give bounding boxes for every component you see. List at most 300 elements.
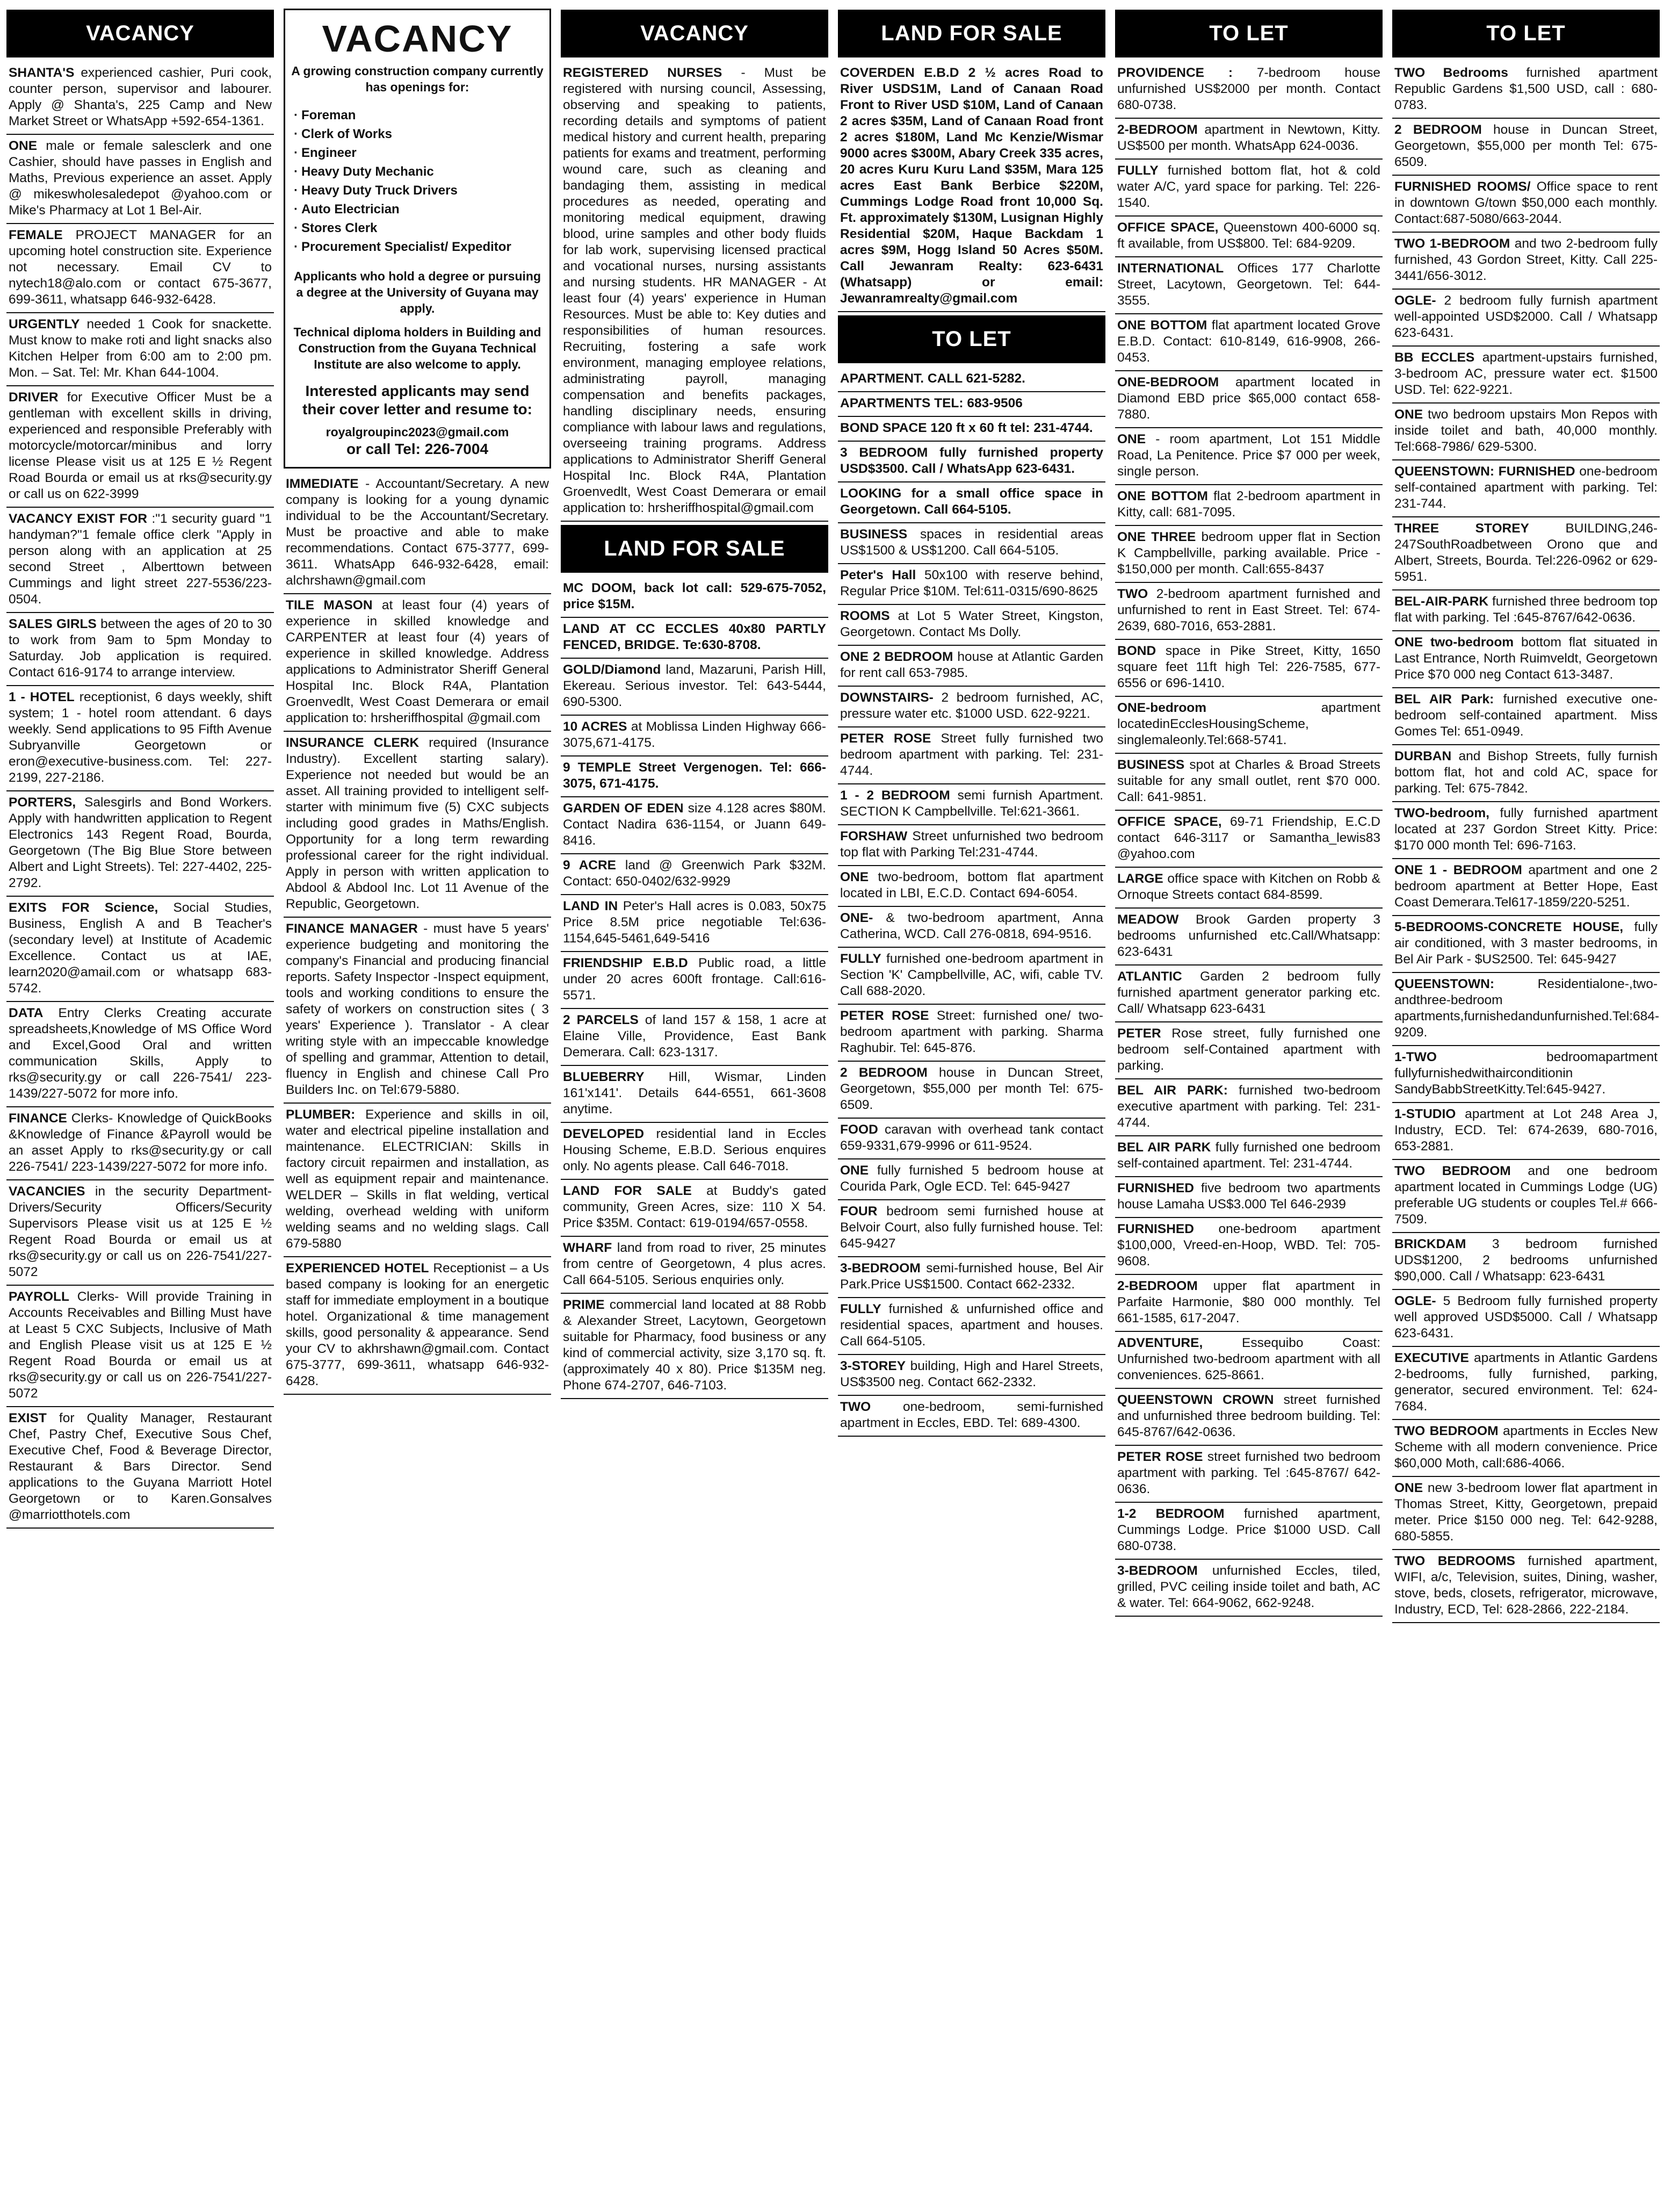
classified-ad: [1392, 631, 1660, 688]
ad-body: Garden 2 bedroom fully furnished apartment generator parking etc. Call/ Whatsapp 623-6431: [1117, 969, 1381, 1016]
ad-body: street furnished two bedroom apartment with parking. Tel :645-8767/ 642-0636.: [1117, 1450, 1380, 1496]
classified-ad: [1115, 1136, 1383, 1177]
ad-body: land, Mazaruni, Parish Hill, Ekereau. Serious investor. Tel: 643-5444, 690-5300.: [563, 662, 826, 709]
position-item: · Heavy Duty Truck Drivers: [294, 181, 544, 200]
classified-ad: [1392, 290, 1660, 347]
ad-body: Offices 177 Charlotte Street, Lacytown, Georgetown. Tel: 644-3555.: [1117, 261, 1380, 308]
ad-heading: ONE 2 BEDROOM: [840, 650, 953, 664]
ad-heading: SHANTA'S: [9, 66, 75, 80]
column-3: [561, 6, 828, 2206]
column-6: [1392, 6, 1660, 2206]
ad-heading: BEL AIR PARK:: [1117, 1083, 1228, 1098]
ad-heading: BUSINESS: [840, 527, 908, 542]
ad-heading: FOOD: [840, 1122, 878, 1137]
ad-heading: ONE: [840, 870, 869, 884]
ad-body: for Executive Officer Must be a gentleman with excellent skills in driving, experienced and responsible Preferably with motorcycle/motorcar/minibus and lorry license Please visit us at 125 E ½ Regent Road Bourda or email us at rks@security.gy or call us on 622-3999: [9, 390, 272, 501]
position-item: · Auto Electrician: [294, 200, 544, 219]
classified-ad: [1392, 1420, 1660, 1477]
ad-body: 2-bedroom apartment furnished and unfurnished to rent in East Street. Tel: 674-2639, 680-7016, 653-2881.: [1117, 587, 1380, 633]
ad-heading: BEL AIR PARK: [1117, 1140, 1211, 1155]
ad-heading: LARGE: [1117, 871, 1163, 886]
ad-body: receptionist, 6 days weekly, shift system; 1 - hotel room attendant. 6 days weekly. Send applications to 95 Fifth Avenue Subryanville Georgetown or eron@executive-business.com. Tel: 227-2199, 227-2186.: [9, 690, 272, 785]
ad-heading: DRIVER: [9, 390, 59, 405]
ad-heading: FULLY: [1117, 163, 1159, 178]
classified-ad: [838, 866, 1105, 907]
classified-ad: [838, 1200, 1105, 1257]
ad-body: Brook Garden property 3 bedrooms unfurnished etc.Call/Whatsapp: 623-6431: [1117, 912, 1380, 959]
ad-heading: BLUEBERRY: [563, 1070, 645, 1084]
position-list: [291, 106, 544, 256]
classified-ad: [1115, 1446, 1383, 1503]
ad-heading: VACANCY EXIST FOR: [9, 511, 148, 526]
ad-heading: APARTMENTS TEL: 683-9506: [840, 396, 1023, 410]
ad-heading: GOLD/Diamond: [563, 662, 661, 677]
classified-ad: [838, 368, 1105, 392]
classified-ad: [1115, 1332, 1383, 1389]
classified-ad: [1392, 590, 1660, 631]
ad-body: in the security Department- Drivers/Security Officers/Security Supervisors Please visit us at 125 E ½ Regent Road Bourda or email us at rks@security.gy or call us on 226-7541/227-5072: [9, 1184, 272, 1279]
classified-ad: [838, 948, 1105, 1005]
ad-body: one-bedroom, semi-furnished apartment in Eccles, EBD. Tel: 689-4300.: [840, 1400, 1103, 1430]
ad-heading: LAND FOR SALE: [563, 1184, 692, 1198]
ad-body: PROJECT MANAGER for an upcoming hotel construction site. Experience not necessary. Email CV to nytech18@alo.com or contact 675-3677, 699-3611, whatsapp 646-932-6428.: [9, 228, 272, 307]
ad-body: apartment located in Diamond EBD price $65,000 contact 658-7880.: [1117, 375, 1381, 422]
ad-heading: BB ECCLES: [1394, 350, 1475, 365]
ad-heading: PLUMBER:: [286, 1107, 356, 1122]
ad-heading: EXIST: [9, 1411, 47, 1425]
classified-ad: [1392, 1550, 1660, 1623]
classified-ad: [6, 508, 274, 613]
ad-body: bedroomapartment fullyfurnishedwithairconditionin SandyBabbStreetKitty.Tel:645-9427.: [1394, 1050, 1658, 1097]
ad-body: street furnished and unfurnished three bedroom building. Tel: 645-8767/642-0636.: [1117, 1393, 1380, 1439]
ad-heading: ADVENTURE,: [1117, 1336, 1203, 1350]
classified-ad: [838, 825, 1105, 866]
ad-body: office space with Kitchen on Robb & Ornoque Streets contact 684-8599.: [1117, 871, 1380, 902]
ad-body: bedroom upper flat in Section K Campbellville, parking available. Price - $150,000 per month. Call:655-8437: [1117, 530, 1380, 577]
ad-body: for Quality Manager, Restaurant Chef, Pastry Chef, Executive Sous Chef, Executive Chef, Food & Beverage Director, Restaurant & Bars Director. Send applications to the Guyana Marriott Hotel Georgetown or to Karen.Gonsalves @marriotthotels.com: [9, 1411, 272, 1522]
ad-heading: FINANCE MANAGER: [286, 921, 418, 936]
classified-ad: [561, 1009, 828, 1066]
ad-heading: 3-BEDROOM: [840, 1261, 921, 1276]
classifieds-page: [6, 6, 1665, 2206]
classified-ad: [1115, 314, 1383, 371]
classified-ad: [1115, 909, 1383, 966]
classified-ad: [838, 1396, 1105, 1437]
ad-heading: 2-BEDROOM: [1117, 1279, 1198, 1293]
ad-heading: BEL AIR Park:: [1394, 692, 1494, 707]
ad-body: at Lot 5 Water Street, Kingston, Georgetown. Contact Ms Dolly.: [840, 609, 1103, 639]
ad-heading: PETER: [1117, 1026, 1161, 1041]
classified-ad: [561, 62, 828, 522]
classified-ad: [838, 417, 1105, 442]
ad-heading: QUEENSTOWN:: [1394, 977, 1495, 991]
section-header: LAND FOR SALE: [561, 525, 828, 573]
ad-heading: FURNISHED ROOMS/: [1394, 179, 1531, 194]
ad-body: two-bedroom, bottom flat apartment located in LBI, E.C.D. Contact 694-6054.: [840, 870, 1103, 900]
classified-ad: [838, 646, 1105, 687]
ad-heading: 2 BEDROOM: [840, 1065, 928, 1080]
classified-ad: [838, 1062, 1105, 1119]
ad-heading: 2-BEDROOM: [1117, 123, 1198, 137]
ad-heading: ONE two-bedroom: [1394, 635, 1514, 650]
ad-body: furnished apartment, Cummings Lodge. Price $1000 USD. Call 680-0738.: [1117, 1507, 1380, 1553]
classified-ad: [1392, 1046, 1660, 1103]
ad-heading: Peter's Hall: [840, 568, 916, 582]
ad-body: Street: furnished one/ two-bedroom apartment with parking. Sharma Raghubir. Tel: 645-876.: [840, 1008, 1103, 1055]
classified-ad: [561, 797, 828, 854]
classified-ad: [284, 1104, 551, 1257]
position-item: · Engineer: [294, 143, 544, 162]
position-item: · Clerk of Works: [294, 125, 544, 143]
classified-ad: [284, 594, 551, 732]
classified-ad: [1115, 428, 1383, 485]
ad-body: two bedroom upstairs Mon Repos with inside toilet and bath, 40,000 monthly. Tel:668-7986/ 629-5300.: [1394, 407, 1658, 454]
classified-ad: [1115, 526, 1383, 583]
classified-ad: [561, 952, 828, 1009]
ad-heading: DEVELOPED: [563, 1127, 645, 1141]
ad-heading: 3 BEDROOM fully furnished property USD$3500. Call / WhatsApp 623-6431.: [840, 445, 1103, 476]
classified-ad: [1115, 485, 1383, 526]
classified-ad: [284, 1257, 551, 1395]
ad-body: fully furnished one bedroom self-contained apartment. Tel: 231-4744.: [1117, 1140, 1380, 1171]
classified-ad: [561, 1237, 828, 1294]
ad-heading: APARTMENT. CALL 621-5282.: [840, 371, 1025, 386]
ad-body: semi furnish Apartment. SECTION K Campbellville. Tel:621-3661.: [840, 788, 1104, 819]
ad-heading: BOND SPACE 120 ft x 60 ft tel: 231-4744.: [840, 421, 1093, 435]
ad-heading: FURNISHED: [1117, 1222, 1194, 1236]
ad-body: bedroom semi furnished house at Belvoir Court, also fully furnished house. Tel: 645-9427: [840, 1204, 1104, 1251]
classified-ad: [1115, 257, 1383, 314]
ad-heading: PETER ROSE: [1117, 1450, 1203, 1464]
classified-ad: [561, 716, 828, 756]
ad-heading: FINANCE: [9, 1111, 67, 1126]
ad-heading: TWO-bedroom,: [1394, 806, 1489, 820]
ad-body: - Must be registered with nursing council, Assessing, observing and speaking to patients, recording details and symptoms of patient medical history and current health, preparing patients for exams and treatment, performing wound care, such as cleaning and bandaging them, assisting in medical procedures as needed, operating and monitoring medical equipment, drawing blood, urine samples and other body fluids for lab work, supervising licensed practical and vocational nurses, nursing assistants and nursing students. HR MANAGER - At least four (4) years' experience in Human Resources. Must be able to: Key duties and responsibilities of human resources. Recruiting, fostering a safe work environment, managing employee relations, administrating payroll, managing compensation and benefits packages, handling disciplinary needs, ensuring compliance with labour laws and regulations, overseeing training programs. Address applications to Administrator Sheriff General Hospital Inc. Block R4A, Plantation Groenvedlt, West Coast Demerara or email application to: hrsheriffhospital@gmail.com: [563, 66, 826, 515]
ad-heading: ONE: [1394, 1481, 1423, 1495]
classified-ad: [838, 523, 1105, 564]
ad-heading: ONE-BEDROOM: [1117, 375, 1219, 390]
ad-heading: EXECUTIVE: [1394, 1351, 1469, 1365]
ad-body: fully furnished 5 bedroom house at Courida Park, Ogle ECD. Tel: 645-9427: [840, 1163, 1103, 1194]
classified-ad: [561, 1180, 828, 1237]
ad-body: Clerks- Will provide Training in Accounts Receivables and Billing Must have at Least 5 CXC Subjects, Inclusive of Math and English Please visit us at 125 E ½ Regent Road Bourda or email us at rks@security.gy or call us on 226-7541/227-5072: [9, 1289, 272, 1401]
classified-ad: [1115, 62, 1383, 119]
ad-body: apartment at Lot 248 Area J, Industry, ECD. Tel: 674-2639, 680-7016, 653-2881.: [1394, 1107, 1658, 1154]
classified-ad: [1115, 811, 1383, 868]
ad-body: - room apartment, Lot 151 Middle Road, La Penitence. Price $7 000 per week, single person.: [1117, 432, 1380, 479]
classified-ad: [1115, 697, 1383, 754]
classified-ad: [838, 1257, 1105, 1298]
ad-heading: ONE: [840, 1163, 869, 1178]
classified-ad: [561, 854, 828, 895]
classified-ad: [1392, 1347, 1660, 1420]
classified-ad: [1392, 1477, 1660, 1550]
ad-heading: PETER ROSE: [840, 1008, 929, 1023]
ad-heading: 1-STUDIO: [1394, 1107, 1456, 1121]
ad-heading: 1-2 BEDROOM: [1117, 1507, 1225, 1521]
ad-body: at Buddy's gated community, Green Acres, size: 110 X 54. Price $35M. Contact: 619-0194/657-0558.: [563, 1184, 826, 1230]
box-phone: or call Tel: 226-7004: [346, 441, 489, 457]
ad-body: commercial land located at 88 Robb & Alexander Street, Lacytown, Georgetown suitable for Pharmacy, food business or any kind of commercial activity, size 3,170 sq. ft. (approximately 40 x 80). Price $135M neg. Phone 674-2707, 646-7103.: [563, 1298, 826, 1393]
classified-ad: [838, 62, 1105, 312]
ad-heading: ONE: [1394, 407, 1423, 422]
classified-ad: [1115, 868, 1383, 909]
ad-heading: DATA: [9, 1006, 44, 1020]
ad-heading: ONE: [1117, 432, 1146, 446]
ad-heading: LAND IN: [563, 899, 618, 913]
ad-heading: LOOKING for a small office space in Georgetown. Call 664-5105.: [840, 486, 1103, 517]
ad-heading: 2 PARCELS: [563, 1013, 639, 1027]
classified-ad: [838, 1355, 1105, 1396]
classified-ad: [1392, 859, 1660, 916]
classified-ad: [838, 1119, 1105, 1159]
vacancy-box: [284, 9, 551, 469]
ad-body: between the ages of 20 to 30 to work from 9am to 5pm Monday to Saturday. Job application is required. Contact 616-9174 to arrange interview.: [9, 617, 272, 680]
classified-ad: [6, 313, 274, 386]
classified-ad: [284, 732, 551, 918]
ad-heading: FURNISHED: [1117, 1181, 1194, 1195]
ad-heading: TILE MASON: [286, 598, 373, 613]
ad-body: house at Atlantic Garden for rent call 653-7985.: [840, 650, 1103, 680]
ad-body: furnished one-bedroom apartment in Section 'K' Campbellville, AC, wifi, cable TV. Call 688-2020.: [840, 952, 1103, 998]
ad-body: upper flat apartment in Parfaite Harmonie, $80 000 monthly. Tel 661-1585, 617-2047.: [1117, 1279, 1380, 1325]
ad-heading: BUSINESS: [1117, 758, 1185, 772]
classified-ad: [561, 618, 828, 659]
classified-ad: [6, 1180, 274, 1286]
ad-heading: 1-TWO: [1394, 1050, 1437, 1064]
ad-heading: PETER ROSE: [840, 731, 931, 746]
ad-heading: PROVIDENCE :: [1117, 66, 1233, 80]
ad-body: fully furnished apartment located at 237 Gordon Street Kitty. Price: $170 000 month Tel: 696-7163.: [1394, 806, 1658, 853]
classified-ad: [1115, 1389, 1383, 1446]
column-1: [6, 6, 274, 2206]
ad-heading: ONE-bedroom: [1117, 701, 1207, 715]
ad-heading: ONE 1 - BEDROOM: [1394, 863, 1522, 877]
classified-ad: [1392, 176, 1660, 233]
classified-ad: [838, 687, 1105, 727]
ad-heading: DOWNSTAIRS-: [840, 690, 934, 705]
ad-body: Entry Clerks Creating accurate spreadsheets,Knowledge of MS Office Word and Excel,Good Oral and written communication Skills, Apply to rks@security.gy or call 226-7541/ 223-1439/227-5072 for more info.: [9, 1006, 272, 1101]
classified-ad: [1392, 517, 1660, 590]
ad-heading: COVERDEN E.B.D 2 ½ acres Road to River USDS1M, Land of Canaan Road Front to River USD $10M, Land of Canaan 2 acres $35M, Land of Canaan Road front 2 acres $180M, Land Mc Kenzie/Wismar 9000 acres $300M, Abary Creek 335 acres, 20 acres Kuru Kuru Land $35M, Mara 125 acres East Bank Berbice $220M, Cummings Lodge Road front 10,000 Sq. Ft. approximately $130M, Lusignan Highly Residential $20M, Haque Backdam 1 acres $9M, Hogg Island 50 Acres $50M. Call Jewanram Realty: 623-6431 (Whatsapp) or email: Jewanramrealty@gmail.com: [840, 66, 1103, 306]
classified-ad: [284, 473, 551, 594]
ad-heading: 1 - HOTEL: [9, 690, 75, 704]
classified-ad: [1115, 371, 1383, 428]
ad-heading: QUEENSTOWN: FURNISHED: [1394, 464, 1575, 479]
classified-ad: [1115, 1218, 1383, 1275]
ad-body: apartment-upstairs furnished, 3-bedroom AC, pressure water ect. $1500 USD. Tel: 622-9221.: [1394, 350, 1658, 397]
ad-body: and one bedroom apartment located in Cummings Lodge (UG) preferable UG students or couples Tel.# 666-7509.: [1394, 1164, 1658, 1227]
ad-heading: QUEENSTOWN CROWN: [1117, 1393, 1274, 1407]
classified-ad: [1115, 640, 1383, 697]
classified-ad: [1392, 973, 1660, 1046]
ad-body: needed 1 Cook for snackette. Must know to make roti and light snacks also Kitchen Helper from 6:00 am to 2:00 pm. Mon. – Sat. Tel: Mr. Khan 644-1004.: [9, 317, 272, 380]
ad-body: furnished & unfurnished office and residential spaces, apartment and houses. Call 664-5105.: [840, 1302, 1104, 1349]
ad-body: apartments in Eccles New Scheme with all modern convenience. Price $60,000 Moth, call:686-4066.: [1394, 1424, 1658, 1471]
classified-ad: [1115, 583, 1383, 640]
ad-body: apartment locatedinEcclesHousingScheme, singlemaleonly.Tel:668-5741.: [1117, 701, 1380, 747]
ad-heading: TWO BEDROOM: [1394, 1424, 1499, 1438]
ad-heading: FOUR: [840, 1204, 878, 1219]
ad-body: 3 bedroom furnished UDS$1200, 2 bedrooms unfurnished $90,000. Call / Whatsapp: 623-6431: [1394, 1237, 1658, 1284]
ad-heading: BOND: [1117, 644, 1156, 658]
ad-body: bottom flat situated in Last Entrance, North Ruimveldt, Georgetown Price $70 000 neg Contact 613-3487.: [1394, 635, 1658, 682]
ad-heading: WHARF: [563, 1241, 612, 1255]
classified-ad: [838, 482, 1105, 523]
ad-heading: 9 ACRE: [563, 858, 616, 873]
section-header: TO LET: [1392, 10, 1660, 57]
classified-ad: [838, 784, 1105, 825]
classified-ad: [561, 1066, 828, 1123]
ad-heading: TWO: [840, 1400, 871, 1414]
classified-ad: [6, 1407, 274, 1529]
ad-heading: ONE: [9, 139, 38, 153]
ad-body: furnished three bedroom top flat with parking. Tel :645-8767/642-0636.: [1394, 594, 1658, 625]
ad-heading: FEMALE: [9, 228, 63, 242]
classified-ad: [284, 918, 551, 1104]
ad-heading: ROOMS: [840, 609, 890, 623]
ad-heading: FULLY: [840, 1302, 881, 1316]
classified-ad: [561, 1294, 828, 1399]
ad-body: land @ Greenwich Park $32M. Contact: 650-0402/632-9929: [563, 858, 826, 889]
classified-ad: [1115, 217, 1383, 257]
ad-heading: BEL-AIR-PARK: [1394, 594, 1489, 609]
ad-body: Receptionist – a Us based company is looking for an energetic staff for immediate employment in a boutique hotel. Organizational & time management skills, good personality & appearance. Send your CV to akhrshawn@gmail.com. Contact 675-3777, 699-3611, whatsapp 646-932-6428.: [286, 1261, 549, 1388]
classified-ad: [1392, 1233, 1660, 1290]
ad-body: of land 157 & 158, 1 acre at Elaine Ville, Providence, East Bank Demerara. Call: 623-1317.: [563, 1013, 827, 1060]
ad-heading: MC DOOM, back lot call: 529-675-7052, price $15M.: [563, 581, 826, 611]
box-paragraph: Applicants who hold a degree or pursuing a degree at the University of Guyana may apply.: [293, 269, 541, 315]
classified-ad: [1392, 460, 1660, 517]
classified-ad: [838, 564, 1105, 605]
ad-body: experienced cashier, Puri cook, counter person, supervisor and labourer. Apply @ Shanta's, 225 Camp and New Market Street or WhatsApp +592-654-1361.: [9, 66, 272, 128]
ad-heading: 1 - 2 BEDROOM: [840, 788, 950, 803]
ad-body: Peter's Hall acres is 0.083, 50x75 Price 8.5M price negotiable Tel:636-1154,645-5461,649-5416: [563, 899, 826, 946]
classified-ad: [838, 442, 1105, 482]
ad-body: furnished apartment, WIFI, a/c, Television, suites, Dining, washer, stove, beds, closets, refrigerator, microwave, Industry, ECD, Tel: 628-2866, 222-2184.: [1394, 1554, 1658, 1617]
classified-ad: [1392, 347, 1660, 404]
ad-body: new 3-bedroom lower flat apartment in Thomas Street, Kitty, Georgetown, prepaid meter. Price $150 000 neg. Tel: 642-9288, 680-5855.: [1394, 1481, 1658, 1544]
classified-ad: [838, 605, 1105, 646]
ad-heading: 10 ACRES: [563, 719, 627, 734]
ad-body: BUILDING,246-247SouthRoadbetween Orono que and Albert, Streets, Bourda. Tel:226-0962 or 629-5951.: [1394, 521, 1658, 584]
ad-body: Public road, a little under 20 acres 600ft frontage. Call:616-5571.: [563, 956, 826, 1003]
ad-body: furnished bottom flat, hot & cold water A/C, yard space for parking. Tel: 226-1540.: [1117, 163, 1380, 210]
ad-body: - Accountant/Secretary. A new company is looking for a young dynamic individual to be the Accountant/Secretary. Must be proactive and able to make recommendations. Contact 675-3777, 699-3611. WhatsApp 646-932-6428, email: alchrshawn@gmail.com: [286, 477, 549, 588]
classified-ad: [561, 659, 828, 716]
ad-heading: INSURANCE CLERK: [286, 736, 419, 750]
ad-body: required (Insurance Industry). Excellent starting salary). Experience not needed but would be an asset. All training provided to intelligent self-starter with minimum five (5) CXC subjects including good grades in Maths/English. Opportunity for a long term rewarding professional career for the right individual. Apply in person with written application to Abdool & Abdool Inc. Lot 11 Avenue of the Republic, Georgetown.: [286, 736, 549, 911]
ad-heading: TWO: [1117, 587, 1148, 601]
position-item: · Heavy Duty Mechanic: [294, 162, 544, 181]
ad-heading: TWO Bedrooms: [1394, 66, 1508, 80]
ad-body: Street fully furnished two bedroom apartment with parking. Tel: 231-4744.: [840, 731, 1103, 778]
ad-body: Residentialone-,two-andthree-bedroom apartments,furnishedandunfurnished.Tel:684-9209.: [1394, 977, 1660, 1040]
ad-body: Street unfurnished two bedroom top flat with Parking Tel:231-4744.: [840, 829, 1103, 860]
ad-body: flat 2-bedroom apartment in Kitty, call: 681-7095.: [1117, 489, 1381, 520]
classified-ad: [1392, 916, 1660, 973]
classified-ad: [1115, 1177, 1383, 1218]
ad-body: Queenstown 400-6000 sq. ft available, from US$800. Tel: 684-9209.: [1117, 220, 1380, 251]
ad-body: furnished apartment Republic Gardens $1,500 USD, call : 680-0783.: [1394, 66, 1658, 112]
ad-heading: 3-STOREY: [840, 1359, 906, 1373]
ad-heading: ONE THREE: [1117, 530, 1196, 544]
classified-ad: [1392, 688, 1660, 745]
ad-body: five bedroom two apartments house Lamaha US$3.000 Tel 646-2939: [1117, 1181, 1380, 1212]
ad-heading: ONE BOTTOM: [1117, 318, 1207, 333]
ad-body: 5 Bedroom fully furnished property well approved USD$5000. Call / Whatsapp 623-6431.: [1394, 1294, 1658, 1341]
ad-heading: OFFICE SPACE,: [1117, 815, 1222, 829]
ad-body: Clerks- Knowledge of QuickBooks &Knowledge of Finance &Payroll would be an asset Apply to rks@security.gy or call 226-7541/ 223-1439/227-5072 for more info.: [9, 1111, 272, 1174]
ad-body: furnished two-bedroom executive apartment with parking. Tel: 231-4744.: [1117, 1083, 1381, 1130]
ad-body: space in Pike Street, Kitty, 1650 square feet 11ft high Tel: 226-7585, 677-6556 or 696-1410.: [1117, 644, 1381, 690]
ad-body: :"1 security guard "1 handyman?"1 female office clerk "Apply in person along with an application at 25 second Street , Alberttown between Cummings and light street 227-5536/223-0504.: [9, 511, 272, 607]
ad-heading: OGLE-: [1394, 293, 1436, 308]
ad-heading: THREE STOREY: [1394, 521, 1529, 536]
ad-heading: INTERNATIONAL: [1117, 261, 1224, 276]
classified-ad: [1115, 1560, 1383, 1617]
ad-body: one-bedroom self-contained apartment with parking. Tel: 231-744.: [1394, 464, 1658, 511]
ad-heading: PORTERS,: [9, 795, 76, 810]
ad-body: Hill, Wismar, Linden 161'x141'. Details 644-6551, 661-3608 anytime.: [563, 1070, 827, 1116]
classified-ad: [1392, 1290, 1660, 1347]
ad-heading: OGLE-: [1394, 1294, 1436, 1308]
ad-body: land from road to river, 25 minutes from centre of Georgetown, 4 plus acres. Call 664-5105. Serious enquiries only.: [563, 1241, 826, 1287]
ad-body: - must have 5 years' experience budgeting and monitoring the company's Financial and producing financial reports. Safety Inspector -Inspect equipment, tools and working conditions to ensure the safety of workers on construction sites ( 3 years' Experience ). Translator - A clear writing style with an impeccable knowledge of spelling and grammar, Attention to detail, fluency in English and chinese Call Pro Builders Inc. on Tel:679-5880.: [286, 921, 549, 1097]
ad-body: Social Studies, Business, English A and B Teacher's (secondary level) at Institute of Academic Excellence. Contact us at IAE, learn2020@amail.com or whatsapp 683-5742.: [9, 900, 272, 996]
ad-body: male or female salesclerk and one Cashier, should have passes in English and Maths, Previous experience an asset. Apply @ mikeswholesaledepot @yahoo.com or Mike's Pharmacy at Lot 1 Bel-Air.: [9, 139, 272, 218]
classified-ad: [838, 727, 1105, 784]
ad-body: at least four (4) years of experience in skilled knowledge and CARPENTER at least four (4) years of experience in skilled knowledge. Address applications to Administrator Sheriff General Hospital Inc. Block R4A, Plantation Groenvedlt, West Coast Demerara or email application to: hrsheriffhospital @gmail.com: [286, 598, 549, 725]
classified-ad: [1115, 160, 1383, 217]
classified-ad: [1115, 1275, 1383, 1332]
section-header: VACANCY: [561, 10, 828, 57]
classified-ad: [6, 1002, 274, 1107]
ad-body: Salesgirls and Bond Workers. Apply with handwritten application to Regent Electronics 143 Regent Road, Bourda, Georgetown (The Big Blue Store between Albert and Light Streets). Tel: 227-4402, 225-2792.: [9, 795, 272, 890]
ad-heading: EXITS FOR Science,: [9, 900, 158, 915]
classified-ad: [6, 686, 274, 791]
classified-ad: [1115, 1079, 1383, 1136]
classified-ad: [561, 1123, 828, 1180]
ad-body: furnished executive one-bedroom self-contained apartment. Miss Gomes Tel: 651-0949.: [1394, 692, 1658, 739]
ad-heading: TWO BEDROOM: [1394, 1164, 1511, 1178]
ad-heading: URGENTLY: [9, 317, 80, 332]
ad-heading: FULLY: [840, 952, 881, 966]
classified-ad: [1392, 1160, 1660, 1233]
section-header: TO LET: [1115, 10, 1383, 57]
classified-ad: [1392, 802, 1660, 859]
ad-body: 69-71 Friendship, E.C.D contact 646-3117 or Samantha_lewis83 @yahoo.com: [1117, 815, 1380, 861]
ad-body: building, High and Harel Streets, US$3500 neg. Contact 662-2332.: [840, 1359, 1103, 1389]
ad-heading: REGISTERED NURSES: [563, 66, 722, 80]
position-item: · Stores Clerk: [294, 219, 544, 237]
classified-ad: [6, 386, 274, 508]
classified-ad: [838, 1159, 1105, 1200]
ad-heading: ONE BOTTOM: [1117, 489, 1208, 503]
ad-body: apartment and one 2 bedroom apartment at Better Hope, East Coast Demerara.Tel617-1859/220-5251.: [1394, 863, 1658, 910]
ad-body: spot at Charles & Broad Streets suitable for any small outlet, rent $70 000. Call: 641-9851.: [1117, 758, 1381, 804]
ad-heading: PRIME: [563, 1298, 605, 1312]
classified-ad: [1115, 754, 1383, 811]
classified-ad: [838, 907, 1105, 948]
box-intro: A growing construction company currently has openings for:: [291, 64, 544, 94]
section-header: LAND FOR SALE: [838, 10, 1105, 57]
classified-ad: [1392, 62, 1660, 119]
classified-ad: [6, 791, 274, 897]
classified-ad: [1115, 1503, 1383, 1560]
classified-ad: [6, 135, 274, 224]
ad-heading: VACANCIES: [9, 1184, 85, 1199]
